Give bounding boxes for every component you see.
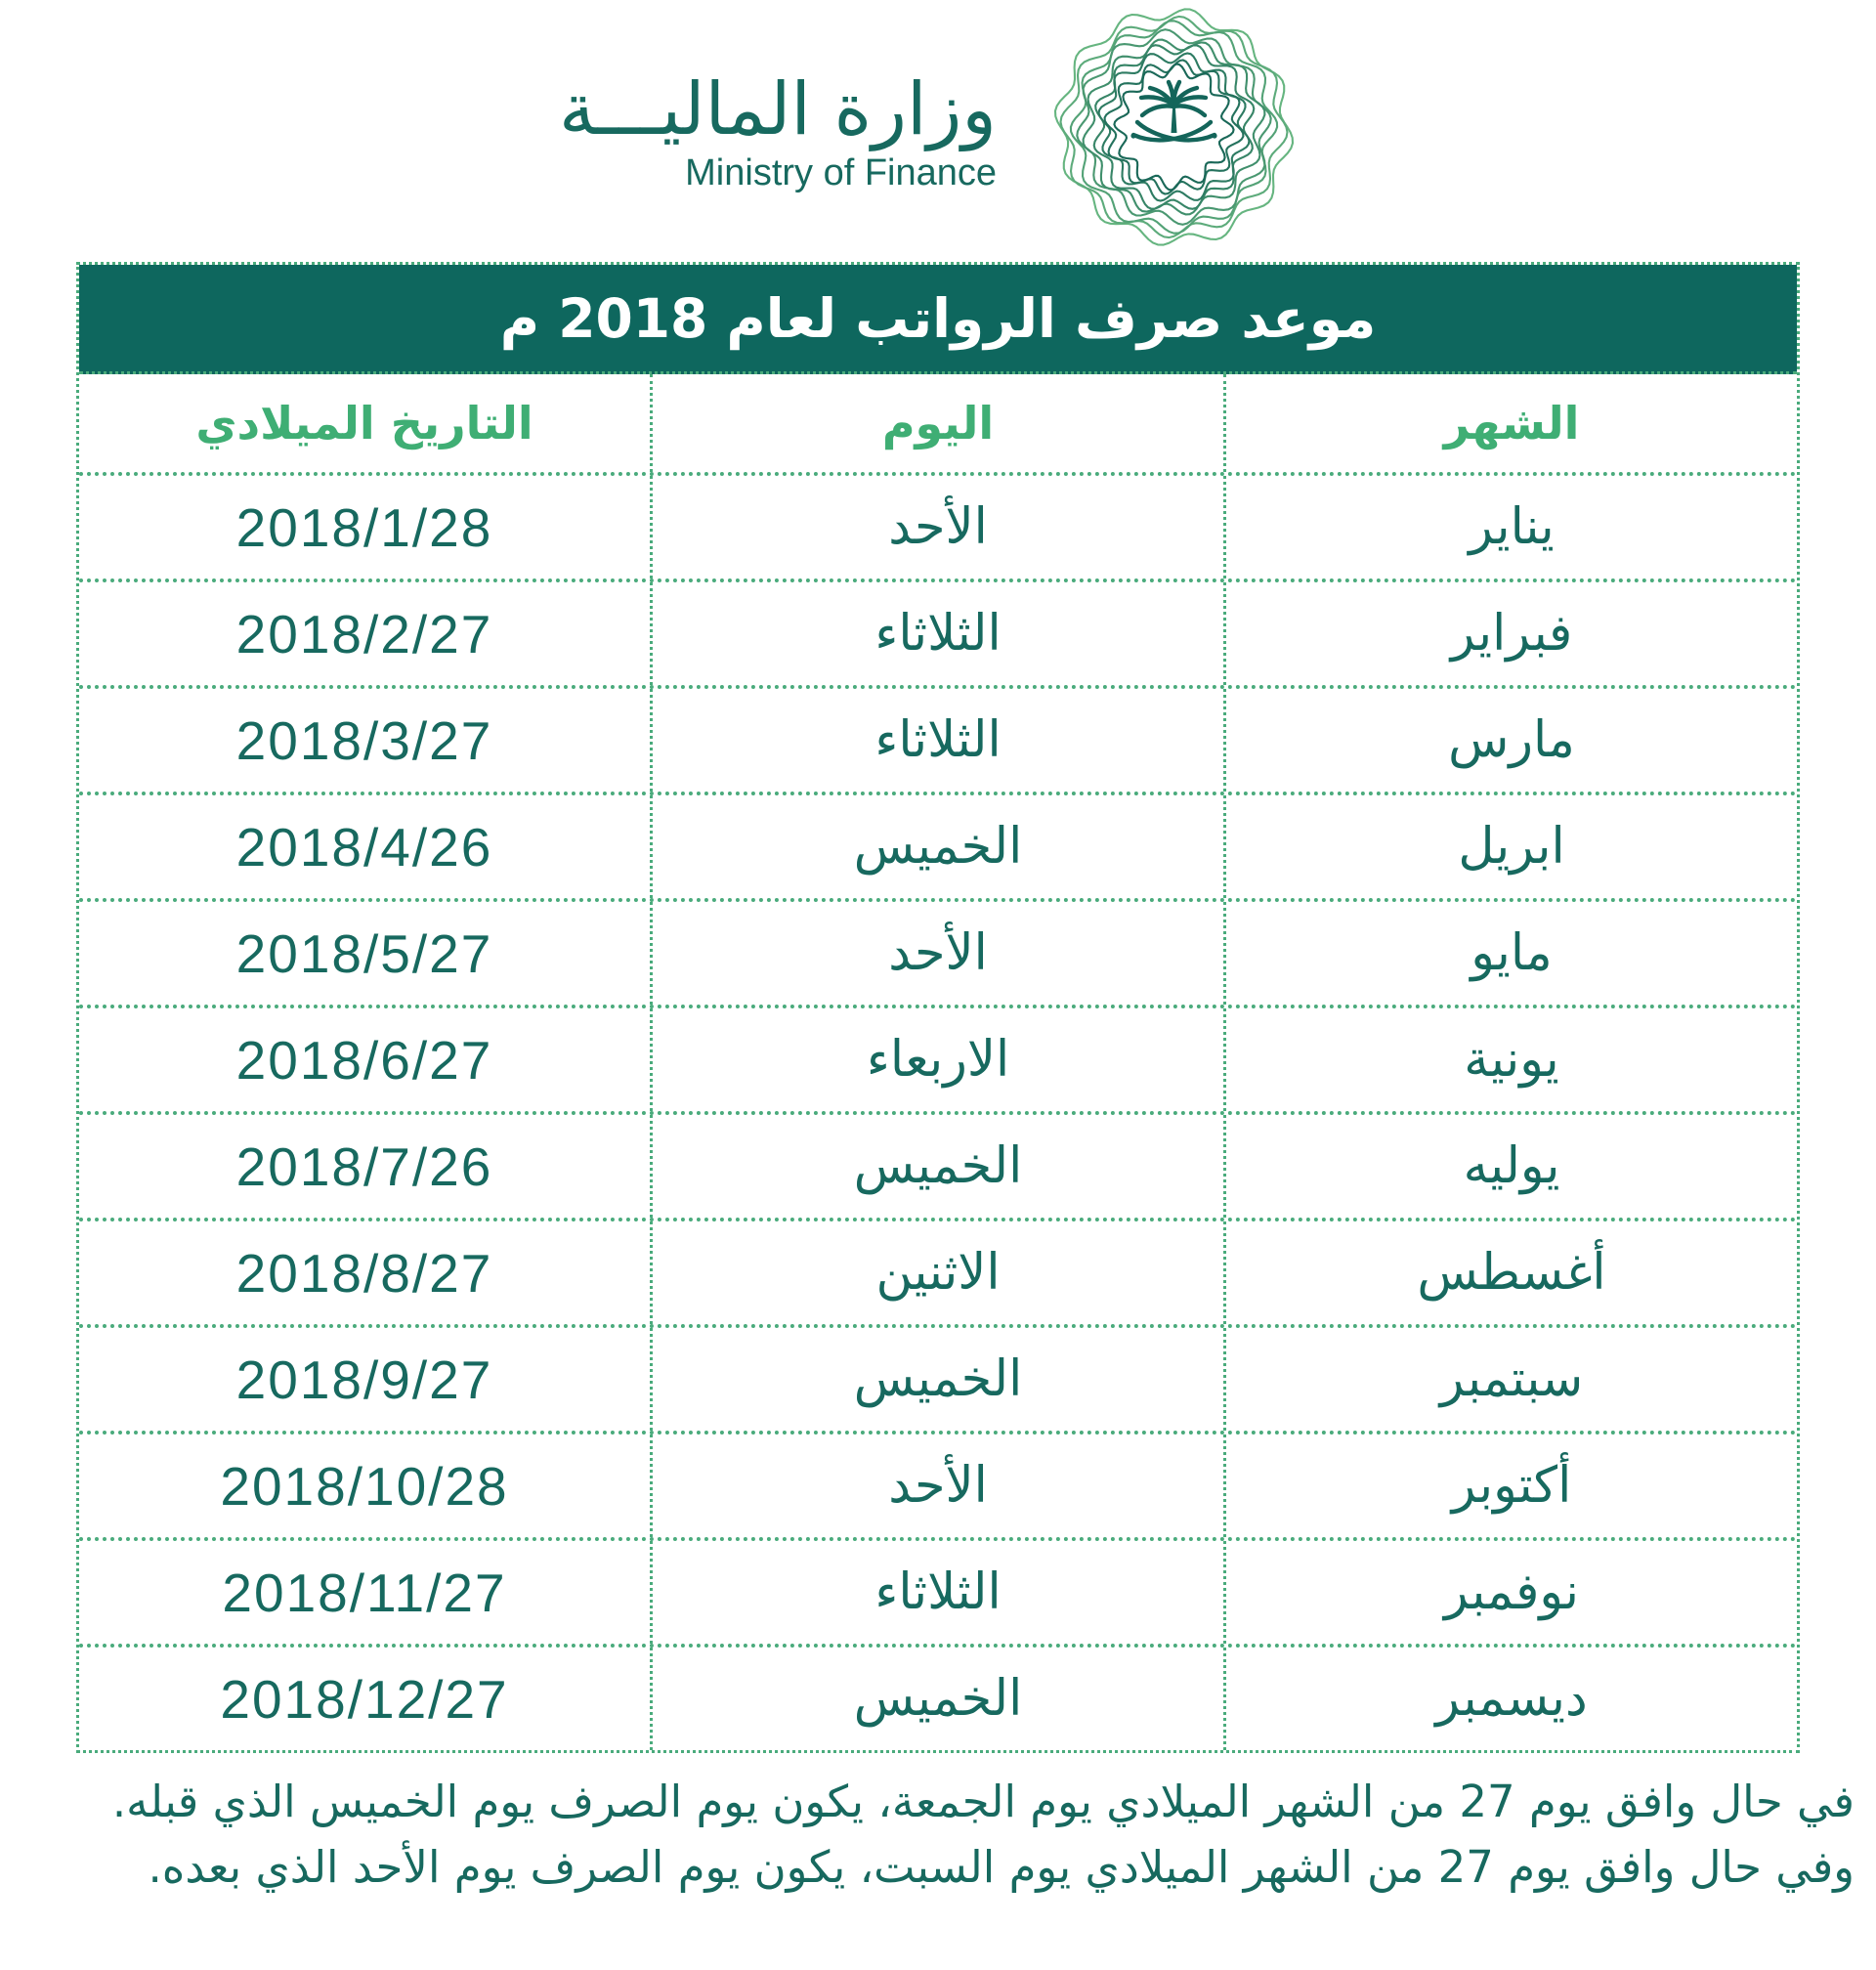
month-cell: فبراير — [1450, 605, 1573, 663]
ministry-name-arabic: وزارة الماليـــة — [558, 67, 998, 151]
day-cell: الاثنين — [653, 1221, 1226, 1324]
date-cell: 2018/8/27 — [79, 1221, 653, 1324]
table-row — [79, 1324, 1797, 1431]
month-cell: يوليه — [1463, 1137, 1560, 1195]
month-cell: نوفمبر — [1444, 1563, 1579, 1621]
day-cell: الثلاثاء — [653, 1541, 1226, 1644]
table-row — [79, 1431, 1797, 1537]
date-cell: 2018/6/27 — [79, 1008, 653, 1111]
date-cell: 2018/3/27 — [79, 689, 653, 792]
table-title-banner — [79, 265, 1797, 374]
column-header-month: الشهر — [1443, 397, 1580, 450]
month-cell: يناير — [1469, 498, 1555, 556]
footnotes — [0, 1769, 1876, 1900]
table-row — [79, 792, 1797, 898]
palm-tree-swords-icon — [1130, 82, 1216, 140]
day-cell: الأحد — [653, 902, 1226, 1005]
month-cell: أغسطس — [1417, 1244, 1606, 1302]
table-title: موعد صرف الرواتب لعام 2018 م — [499, 286, 1377, 350]
table-row — [79, 898, 1797, 1005]
day-cell: الثلاثاء — [653, 689, 1226, 792]
date-cell: 2018/5/27 — [79, 902, 653, 1005]
table-row — [79, 1218, 1797, 1324]
date-cell: 2018/12/27 — [79, 1648, 653, 1750]
month-cell: مايو — [1471, 924, 1553, 982]
date-cell: 2018/9/27 — [79, 1328, 653, 1431]
month-cell: أكتوبر — [1451, 1457, 1572, 1515]
table-row — [79, 1537, 1797, 1644]
table-row — [79, 578, 1797, 685]
ministry-logo — [0, 0, 1876, 250]
month-cell: ديسمبر — [1435, 1670, 1588, 1728]
date-cell: 2018/10/28 — [79, 1435, 653, 1537]
table-row — [79, 1111, 1797, 1218]
month-cell: يونية — [1464, 1031, 1559, 1089]
table-header-row — [79, 374, 1797, 472]
day-cell: الأحد — [653, 476, 1226, 578]
day-cell: الثلاثاء — [653, 582, 1226, 685]
day-cell: الخميس — [653, 795, 1226, 898]
salary-table — [79, 374, 1797, 1750]
ministry-wordmark — [558, 67, 998, 194]
day-cell: الاربعاء — [653, 1008, 1226, 1111]
date-cell: 2018/2/27 — [79, 582, 653, 685]
date-cell: 2018/1/28 — [79, 476, 653, 578]
day-cell: الخميس — [653, 1115, 1226, 1218]
month-cell: ابريل — [1458, 818, 1565, 876]
month-cell: سبتمبر — [1439, 1350, 1584, 1408]
date-cell: 2018/4/26 — [79, 795, 653, 898]
column-header-day: اليوم — [653, 374, 1226, 472]
date-cell: 2018/7/26 — [79, 1115, 653, 1218]
footnote-line-1: في حال وافق يوم 27 من الشهر الميلادي يوم الجمعة، يكون يوم الصرف يوم الخميس الذي قبله. — [111, 1776, 1855, 1827]
day-cell: الخميس — [653, 1328, 1226, 1431]
footnote-line-2: وفي حال وافق يوم 27 من الشهر الميلادي يوم السبت، يكون يوم الصرف يوم الأحد الذي بعده. — [148, 1841, 1855, 1893]
ministry-name-english: Ministry of Finance — [685, 151, 998, 193]
date-cell: 2018/11/27 — [79, 1541, 653, 1644]
day-cell: الخميس — [653, 1648, 1226, 1750]
table-row — [79, 1005, 1797, 1111]
column-header-date: التاريخ الميلادي — [79, 374, 653, 472]
salary-schedule-sheet — [76, 262, 1800, 1753]
table-row — [79, 472, 1797, 578]
table-row — [79, 685, 1797, 792]
day-cell: الأحد — [653, 1435, 1226, 1537]
ministry-emblem-icon — [1032, 8, 1317, 252]
table-row — [79, 1644, 1797, 1750]
month-cell: مارس — [1448, 711, 1575, 769]
